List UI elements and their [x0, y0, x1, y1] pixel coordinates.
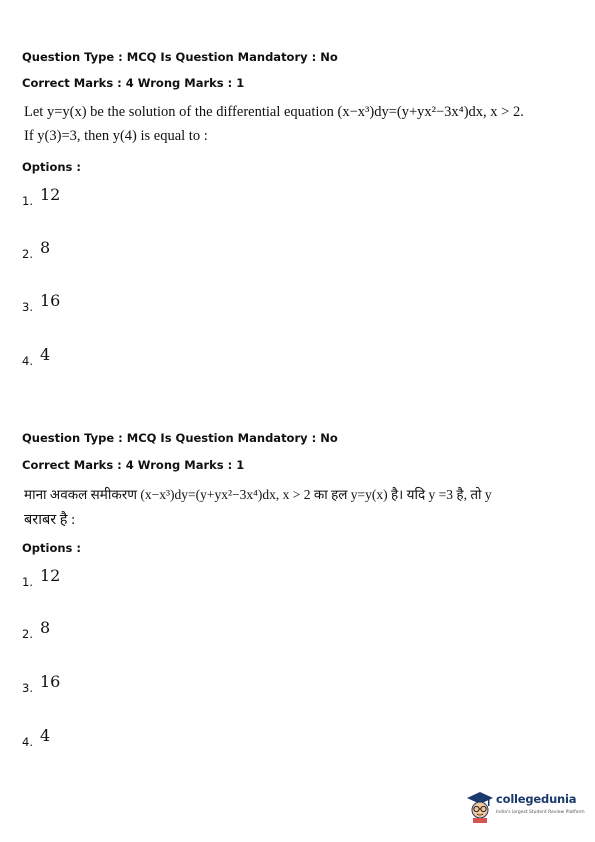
- option-number: 1.: [22, 575, 33, 589]
- option-value: 8: [40, 238, 51, 257]
- graduate-mascot-icon: [466, 790, 494, 824]
- option-value: 16: [40, 672, 61, 691]
- option-number: 2.: [22, 247, 33, 261]
- option-value: 4: [40, 726, 51, 745]
- option-4[interactable]: [22, 726, 51, 750]
- option-number: 1.: [22, 194, 33, 208]
- options-label: Options :: [22, 541, 81, 555]
- question-text-line-1: Let y=y(x) be the solution of the differential equation (x−x³)dy=(y+yx²−3x⁴)dx, x > 2.: [24, 104, 524, 120]
- question-text-line-1: माना अवकल समीकरण (x−x³)dy=(y+yx²−3x⁴)dx, x > 2 का हल y=y(x) है। यदि y =3 है, तो y: [24, 487, 492, 502]
- option-value: 4: [40, 345, 51, 364]
- question-type-line: Question Type : MCQ Is Question Mandatory : No: [22, 431, 338, 445]
- question-text-line-2: If y(3)=3, then y(4) is equal to :: [24, 128, 208, 144]
- option-number: 4.: [22, 735, 33, 749]
- marks-line: Correct Marks : 4 Wrong Marks : 1: [22, 76, 245, 90]
- option-2[interactable]: [22, 618, 51, 642]
- collegedunia-logo[interactable]: [466, 790, 584, 824]
- options-label: Options :: [22, 160, 81, 174]
- option-3[interactable]: [22, 291, 61, 315]
- marks-line: Correct Marks : 4 Wrong Marks : 1: [22, 458, 245, 472]
- option-1[interactable]: [22, 185, 61, 209]
- option-number: 3.: [22, 300, 33, 314]
- question-text-line-2: बराबर है :: [24, 512, 76, 528]
- option-2[interactable]: [22, 238, 51, 262]
- option-value: 16: [40, 291, 61, 310]
- option-number: 4.: [22, 354, 33, 368]
- option-value: 8: [40, 618, 51, 637]
- question-type-line: Question Type : MCQ Is Question Mandatory : No: [22, 50, 338, 64]
- option-3[interactable]: [22, 672, 61, 696]
- option-1[interactable]: [22, 566, 61, 590]
- option-number: 2.: [22, 627, 33, 641]
- option-value: 12: [40, 185, 61, 204]
- logo-tagline: India's largest Student Review Platform: [496, 810, 585, 815]
- logo-wordmark: collegedunia: [496, 792, 577, 806]
- option-value: 12: [40, 566, 61, 585]
- option-4[interactable]: [22, 345, 51, 369]
- option-number: 3.: [22, 681, 33, 695]
